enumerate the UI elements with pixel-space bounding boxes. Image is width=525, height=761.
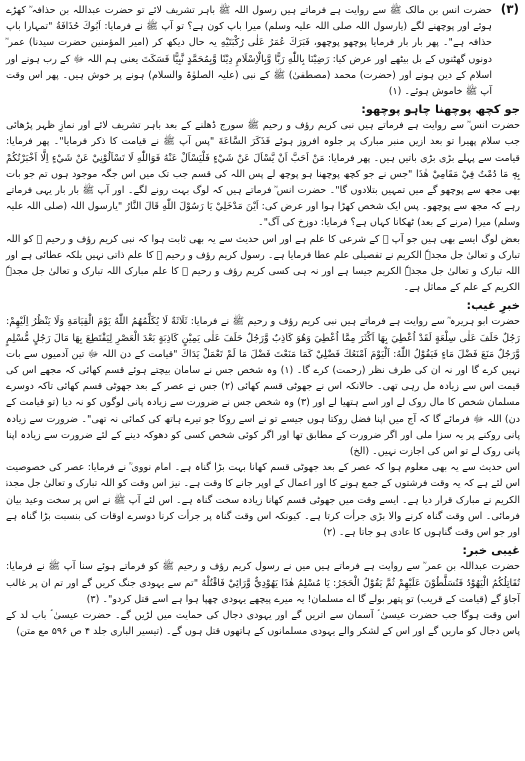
hadith-paragraph: حضرت انس ؓ سے روایت ہے فرماتے ہیں نبی کریم رؤف و رحیم ﷺ سورج ڈھلنے کے بعد باہر تشریف لائے اور نمازِ ظہر پڑھائی جب سلام پھیرا تو بعد ازیں منبر مبارک پر جلوہ افروز ہوئے فَذَكَرَ السَّاعَةَ "پس آپ ﷺ نے قیامت کا ذکر فرمایا"۔ پھر فرمایا: قیامت سے پہلے بڑی بڑی باتیں ہیں۔ پھر فرمایا: مَنْ اَحَبَّ اَنْ يَّسْاَلَ عَنْ شَيْءٍ فَلْيَسْاَلْ عَنْهُ فَوَاللّٰهِ لَا تَسْاَلُوْنِيْ عَنْ شَيْءٍ اِلَّا اَخْبَرْتُكُمْ بِهٖ مَا دُمْتُ فِيْ مَقَامِيْ هٰذَا "جس نے جو کچھ پوچھنا ہو پوچھ لے پس اللہ کی قسم جب تک میں اس جگہ موجود ہوں تم جو بات بھی مجھ سے پوچھو گے میں تمہیں بتلادوں گا"۔ حضرت انس ؓ فرماتے ہیں کہ لوگ بہت رونے لگے۔ اور آپ ﷺ بار بار یہی فرماتے رہے کہ مجھ سے پوچھو۔ پس ایک شخص کھڑا ہوا اور عرض کی: اَيْنَ مَدْخَلِيْ يَا رَسُوْلَ اللّٰهِ قَالَ النَّارُ "یارسول اللہ (صلی اللہ علیہ وسلم) میرا (مرنے کے بعد) ٹھکانا کہاں ہے؟ فرمایا: دوزخ کی آگ"۔ bbox=[6, 120, 520, 229]
section-heading: خبرِ غیب: bbox=[466, 298, 520, 313]
section-heading: جو کچھ پوچھنا چاہو پوچھو: bbox=[361, 102, 520, 117]
section-ask-what-you-want bbox=[6, 101, 520, 296]
hadith-paragraph: حضرت انس بن مالک ﷺ سے روایت ہے فرماتے ہیں رسول اللہ ﷺ باہر تشریف لائے تو حضرت عبداللہ بن حذافہ ؓ کھڑے ہوئے اور پوچھنے لگے (یارسول اللہ صلی اللہ علیہ وسلم) میرا باپ کون ہے؟ تو آپ ﷺ نے فرمایا: اَبُوكَ حُذَافَةُ "تمہارا باپ حذافہ ہے"۔ پھر بار بار فرمایا پوچھو پوچھو، فَبَرَكَ عُمَرُ عَلٰى رُكْبَتَيْهِ یہ حال دیکھ کر (امیر المؤمنین حضرت سیدنا) عمر ؓ دونوں گھٹنوں کے بل بیٹھے اور عرض کیا: رَضِيْنَا بِاللّٰهِ رَبًّا وَّبِالْاِسْلَامِ دِيْنًا وَّبِمُحَمَّدٍ نَّبِيًّا فَسَكَتَ یعنی ہم اللہ ﷻ کے رب ہونے اور اسلام کے دین ہونے اور (حضرت) محمد (مصطفیٰ) ﷺ کے نبی (علیہ الصلوٰۃ والسلام) ہونے پر خوش ہیں۔ پھر اس وقت آپ ﷺ خاموش ہوئے۔ (۱) bbox=[6, 5, 492, 98]
section-hidden-news bbox=[6, 542, 520, 640]
section-intro bbox=[6, 3, 520, 100]
hadith-paragraph: حضرت عبداللہ بن عمر ؓ سے روایت ہے فرماتے ہیں میں نے رسول کریم رؤف و رحیم ﷺ کو فرماتے ہوئے سنا آپ ﷺ نے فرمایا: تُقَاتِلُكُمُ الْيَهُوْدُ فَتُسَلَّطُوْنَ عَلَيْهِمْ ثُمَّ يَقُوْلُ الْحَجَرُ: يَا مُسْلِمُ هٰذَا يَهُوْدِيٌّ وَّرَائِيْ فَاقْتُلْهُ "تم سے یہودی جنگ کریں گے اور تم ان پر غالب آجاؤ گے (قیامت کے قریب) تو پتھر بولے گا اے مسلمان! یہ میرے پیچھے یہودی چھپا ہوا ہے اسے قتل کردو"۔ (۳) bbox=[6, 561, 520, 605]
commentary-paragraph: اس وقت ہوگا جب حضرت عیسیٰ ؑ آسمان سے اتریں گے اور یہودی دجال کی حمایت میں لڑیں گے۔ حضرت عیسیٰ ؑ باب لد کے پاس دجال کو ماریں گے اور اس کے لشکر والے یہودی مسلمانوں کے ہاتھوں قتل ہوں گے۔ (تیسیر الباری جلد ۴ ص ۵۹۶ مع متن) bbox=[6, 609, 520, 638]
commentary-paragraph: اس حدیث سے یہ بھی معلوم ہوا کہ عصر کے بعد جھوٹی قسم کھانا بہت بڑا گناہ ہے۔ امام نووی ؒ نے فرمایا: عصر کی خصوصیت اس لئے ہے کہ یہ وقت فرشتوں کے جمع ہونے کا اور اعمال کے اوپر جانے کا وقت ہے۔ نیز اس وقت کو اللہ تبارک و تعالیٰ جل مجدہٗ الکریم نے مبارک قرار دیا ہے۔ ایسے وقت میں جھوٹی قسم کھانا زیادہ سخت گناہ ہے۔ اس لئے آپ ﷺ نے اس پر سخت وعید بیان فرمائی۔ اس وقت گناہ کرنے والا بڑی جرأت کرتا ہے۔ کیونکہ اس وقت گناہ پر جرأت کرنا دوسرے اوقات کی بنسبت بڑا گناہ ہے اور جو اس وقت گناہوں کا عادی ہو جاتا ہے۔ (۲) bbox=[6, 462, 520, 539]
commentary-paragraph: بعض لوگ ایسے بھی ہیں جو آپ ﷺ کے شرعی کا علم ہے اور اس حدیث سے یہ بھی ثابت ہوا کہ نبی کریم رؤف و رحیم ﷺ کو اللہ تبارک و تعالیٰ جل مجدہٗ الکریم نے تفصیلی علم عطا فرمایا ہے۔ رسول کریم رؤف و رحیم ﷺ کا علم ذاتی نہیں بلکہ عطائی ہے اور اللہ تبارک و تعالیٰ جل مجدہٗ الکریم جیسا ہے اور نہ ہی کسی کریم رؤف و رحیم ﷺ کا علم مبارک اللہ تبارک و تعالیٰ جل مجدہٗ الکریم کے علم کے مماثل ہے۔ bbox=[6, 233, 520, 294]
hadith-paragraph: حضرت ابو ہریرہ ؓ سے روایت ہے فرماتے ہیں نبی کریم رؤف و رحیم ﷺ نے فرمایا: ثَلَاثَةٌ لَا يُكَلِّمُهُمُ اللّٰهُ يَوْمَ الْقِيَامَةِ وَلَا يَنْظُرُ اِلَيْهِمْ: رَجُلٌ حَلَفَ عَلٰى سِلْعَةٍ لَقَدْ اُعْطِيَ بِهَا اَكْثَرَ مِمَّا اُعْطِيَ وَهُوَ كَاذِبٌ وَّرَجُلٌ حَلَفَ عَلٰى يَمِيْنٍ كَاذِبَةٍ بَعْدَ الْعَصْرِ لِيَقْتَطِعَ بِهَا مَالَ رَجُلٍ مُّسْلِمٍ وَّرَجُلٌ مَنَعَ فَضْلَ مَاءٍ فَيَقُوْلُ اللّٰهُ: اَلْيَوْمَ اَمْنَعُكَ فَضْلِيْ كَمَا مَنَعْتَ فَضْلَ مَا لَمْ تَعْمَلْ يَدَاكَ "قیامت کے دن اللہ ﷻ تین آدمیوں سے بات نہیں کرے گا اور نہ ان کی طرف نظر (رحمت) کرے گا۔ (۱) وہ شخص جس نے سامان بیچتے ہوئے قسم کھائی کہ مجھے اس کی قیمت اس سے زیادہ مل رہی تھی۔ حالانکہ اس نے جھوٹی قسم کھائی (۲) جس نے عصر کے بعد جھوٹی قسم کھائی تاکہ دوسرے مسلمان شخص کا مال روک لے اور اسے ہتھیا لے اور (۳) وہ شخص جس نے ضرورت سے زیادہ پانی لوگوں کو نہ دیا (تو قیامت کے دن) اللہ ﷻ فرمائے گا کہ آج میں اپنا فضل روکتا ہوں جیسے تو نے اسے روکا جو تیرے ہاتھ کی کمائی نہ تھی"۔ ضرورت سے زیادہ پانی روکنے پر یہ سزا ملی اور اگر ضرورت کے مطابق تھا اور اگر کوئی شخص کسی کو دھوکہ دینے کے لئے ضرورت سے زیادہ اپنا پانی روک لے تو اس کی اجازت نہیں۔ (الخ) bbox=[6, 316, 520, 458]
page-number: (۳) bbox=[500, 2, 519, 16]
section-news-of-unseen bbox=[6, 297, 520, 541]
section-heading: غیبی خبر: bbox=[462, 543, 520, 558]
